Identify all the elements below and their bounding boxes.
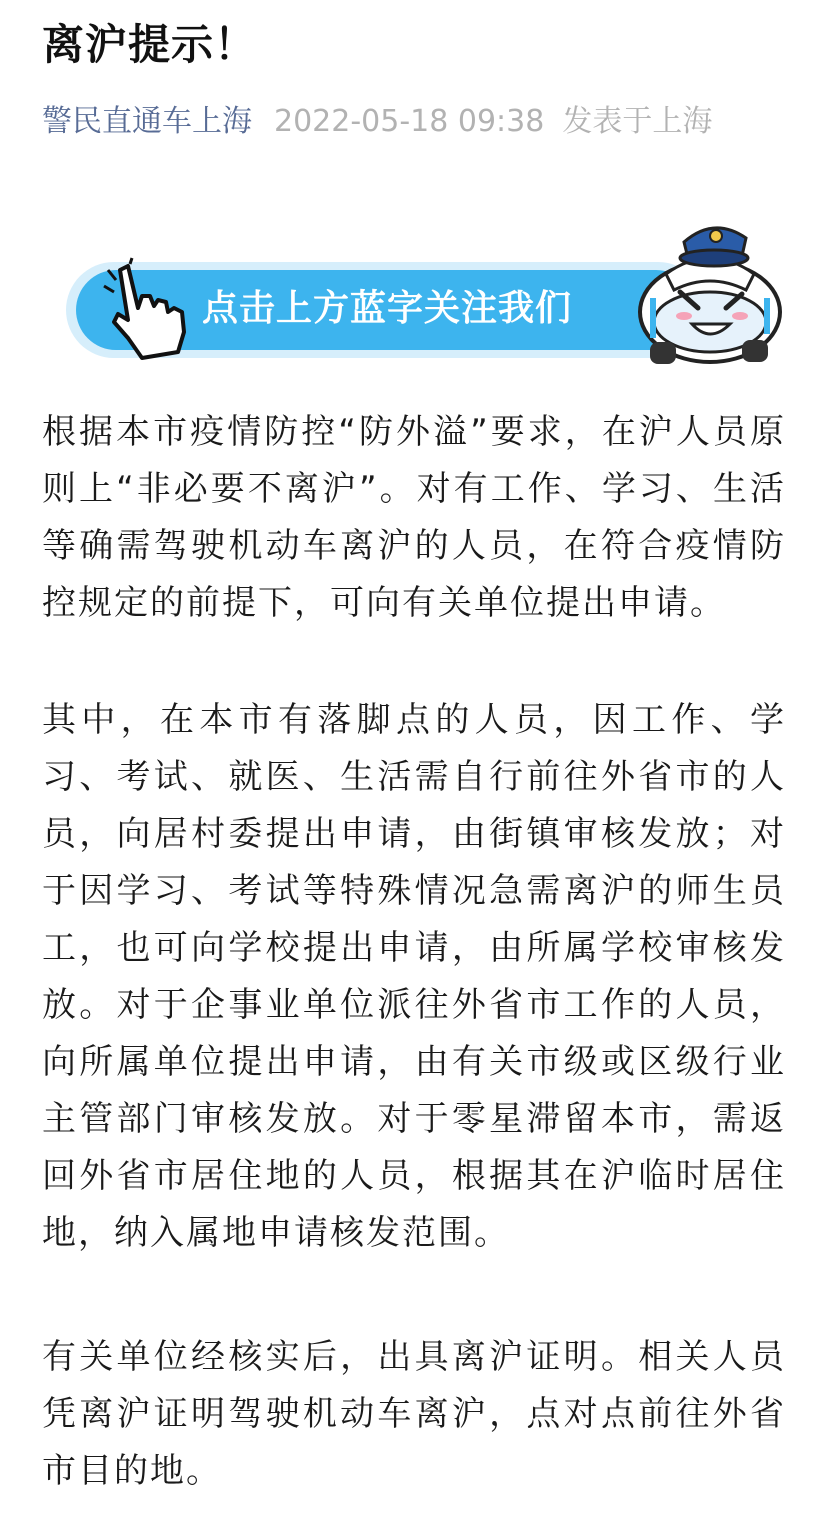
article-meta (42, 100, 712, 144)
account-name-link[interactable]: 警民直通车上海 (42, 104, 252, 139)
follow-banner[interactable] (62, 212, 784, 372)
paragraph-3: 有关单位经核实后，出具离沪证明。相关人员凭离沪证明驾驶机动车离沪，点对点前往外省市目的地。 (42, 1337, 786, 1491)
paragraph-2: 其中，在本市有落脚点的人员，因工作、学习、考试、就医、生活需自行前往外省市的人员，向居村委提出申请，由街镇审核发放；对于因学习、考试等特殊情况急需离沪的师生员工，也可向学校提出申请，由所属学校审核发放。对于企事业单位派往外省市工作的人员，向所属单位提出申请，由有关市级或区级行业主管部门审核发放。对于零星滞留本市，需返回外省市居住地的人员，根据其在沪临时居住地，纳入属地申请核发范围。 (42, 700, 786, 1253)
police-car-mascot-icon (614, 212, 784, 372)
publish-location: 发表于上海 (562, 104, 713, 139)
publish-time: 2022-05-18 09:38 (274, 104, 545, 139)
banner-text: 点击上方蓝字关注我们 (202, 288, 573, 329)
article-title: 离沪提示！ (42, 20, 258, 69)
paragraph-1: 根据本市疫情防控“防外溢”要求，在沪人员原则上“非必要不离沪”。对有工作、学习、生活等确需驾驶机动车离沪的人员，在符合疫情防控规定的前提下，可向有关单位提出申请。 (42, 412, 786, 623)
pointing-hand-icon (98, 256, 198, 366)
